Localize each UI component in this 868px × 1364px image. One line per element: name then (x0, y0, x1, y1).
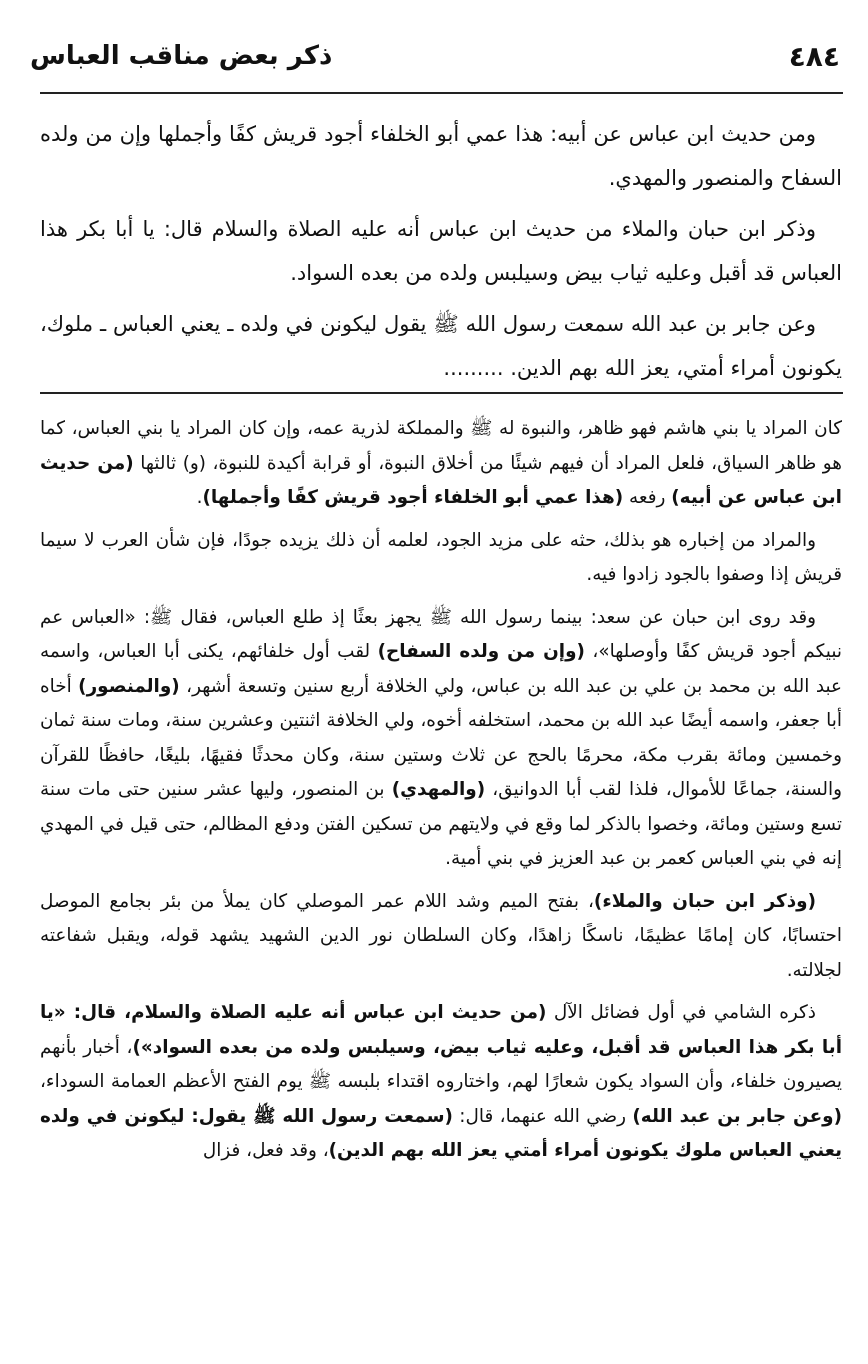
quoted-matn: (والمهدي) (391, 779, 486, 800)
main-paragraph: ومن حديث ابن عباس عن أبيه: هذا عمي أبو الخلفاء أجود قريش كفًا وأجملها وإن من ولده السفاح والمنصور والمهدي. (40, 122, 842, 190)
commentary-text-run: ، بفتح الميم وشد اللام عمر الموصلي كان يملأ من بئر بجامع الموصل احتسابًا، كان إمامًا عظيمًا، ناسكًا زاهدًا، وكان السلطان نور الدين الشهيد يشهد قوله، ويقبل شفاعته لجلالته. (40, 890, 842, 981)
commentary-text-run: بن المنصور، وليها عشر سنين حتى مات سنة تسع وستين ومائة، وخصوا بالذكر لما وقع في ولايتهم من تسكين الفتن ودفع المظالم، حتى قيل في المهدي إنه في بني العباس كعمر بن عبد العزيز في بني أمية. (40, 779, 842, 869)
quoted-matn: (وعن جابر بن عبد الله) (632, 1105, 842, 1127)
commentary-text-run: . (196, 487, 203, 508)
quoted-matn: (سمعت رسول الله ﷺ يقول: ليكونن في ولده يعني العباس ملوك يكونون أمراء أمتي يعز الله بهم الدين) (40, 1105, 842, 1161)
commentary-text-run: ، أخبار بأنهم يصيرون خلفاء، وأن السواد يكون شعارًا لهم، واختاروه اقتداء بلبسه ﷺ يوم الفتح الأعظم العمامة السوداء، (40, 1036, 842, 1092)
main-paragraph: وذكر ابن حبان والملاء من حديث ابن عباس أنه عليه الصلاة والسلام قال: يا أبا بكر هذا العباس قد أقبل وعليه ثياب بيض وسيلبس ولده من بعده السواد. (40, 217, 842, 285)
commentary-text-run: ، وقد فعل، فزال (202, 1140, 329, 1161)
commentary-text-run: كان المراد يا بني هاشم فهو ظاهر، والنبوة له ﷺ والمملكة لذرية عمه، وإن كان المراد يا بني العباس، كما هو ظاهر السياق، فلعل المراد أن فيهم شيئًا من أخلاق النبوة، أو قرابة أكيدة للنبوة، (و) ثالثها (40, 418, 842, 474)
header-rule (40, 92, 843, 94)
page-header (30, 36, 840, 76)
commentary-paragraph (40, 996, 842, 1169)
commentary-text-run: رضي الله عنهما، قال: (452, 1105, 633, 1127)
main-paragraph-text: وعن جابر بن عبد الله سمعت رسول الله ﷺ يقول ليكونن في ولده ـ يعني العباس ـ ملوك، يكونون أمراء أمتي، يعز الله بهم الدين. (40, 312, 842, 380)
main-paragraph (40, 302, 842, 390)
quoted-matn: (وإن من ولده السفاح) (377, 641, 585, 662)
commentary-paragraph (40, 412, 842, 516)
commentary-text-run: أخاه أبا جعفر، واسمه أيضًا عبد الله بن محمد، استخلفه أخوه، ولي الخلافة اثنتين وعشرين سنة، ومات سنة ثمان وخمسين ومائة بقرب مكة، محرمًا بالحج عن ثلاث وستين سنة، وكان محدثًا فقيهًا، بليغًا، حافظًا للقرآن والسنة، جماعًا للأموال، فلذا لقب أبا الدوانيق، (40, 675, 842, 800)
quoted-matn: (من حديث ابن عباس عن أبيه) (40, 452, 842, 508)
commentary-text-run: رفعه (623, 487, 672, 508)
ellipsis-dots: ......... (443, 356, 504, 380)
commentary-text-run: ذكره الشامي في أول فضائل الآل (546, 1002, 816, 1023)
quoted-matn: (وذكر ابن حبان والملاء) (593, 890, 816, 912)
page-number: ٤٨٤ (788, 39, 840, 73)
quoted-matn: (من حديث ابن عباس أنه عليه الصلاة والسلام، قال: «يا أبا بكر هذا العباس قد أقبل، وعليه ثياب بيض، وسيلبس ولده من بعده السواد») (40, 1002, 842, 1058)
section-divider (40, 392, 843, 394)
quoted-matn: (هذا عمي أبو الخلفاء أجود قريش كفًا وأجملها) (202, 487, 624, 508)
main-text (40, 112, 842, 397)
commentary-paragraph (40, 601, 842, 877)
commentary-paragraph: والمراد من إخباره هو بذلك، حثه على مزيد الجود، لعلمه أن ذلك يزيده جودًا، فإن شأن العرب لا سيما قريش إذا وصفوا بالجود زادوا فيه. (40, 529, 842, 585)
running-title: ذكر بعض مناقب العباس (30, 41, 333, 71)
commentary-paragraph (40, 885, 842, 989)
commentary-text (40, 412, 842, 1177)
commentary-text-run: لقب أول خلفائهم، يكنى أبا العباس، واسمه عبد الله بن محمد بن علي بن عبد الله بن عباس، ولي الخلافة أربع سنين وتسعة أشهر، (40, 641, 842, 697)
commentary-text-run: وقد روى ابن حبان عن سعد: بينما رسول الله ﷺ يجهز بعثًا إذ طلع العباس، فقال ﷺ: «العباس عم نبيكم أجود قريش كفًا وأوصلها»، (40, 606, 842, 662)
quoted-matn: (والمنصور) (78, 675, 180, 697)
